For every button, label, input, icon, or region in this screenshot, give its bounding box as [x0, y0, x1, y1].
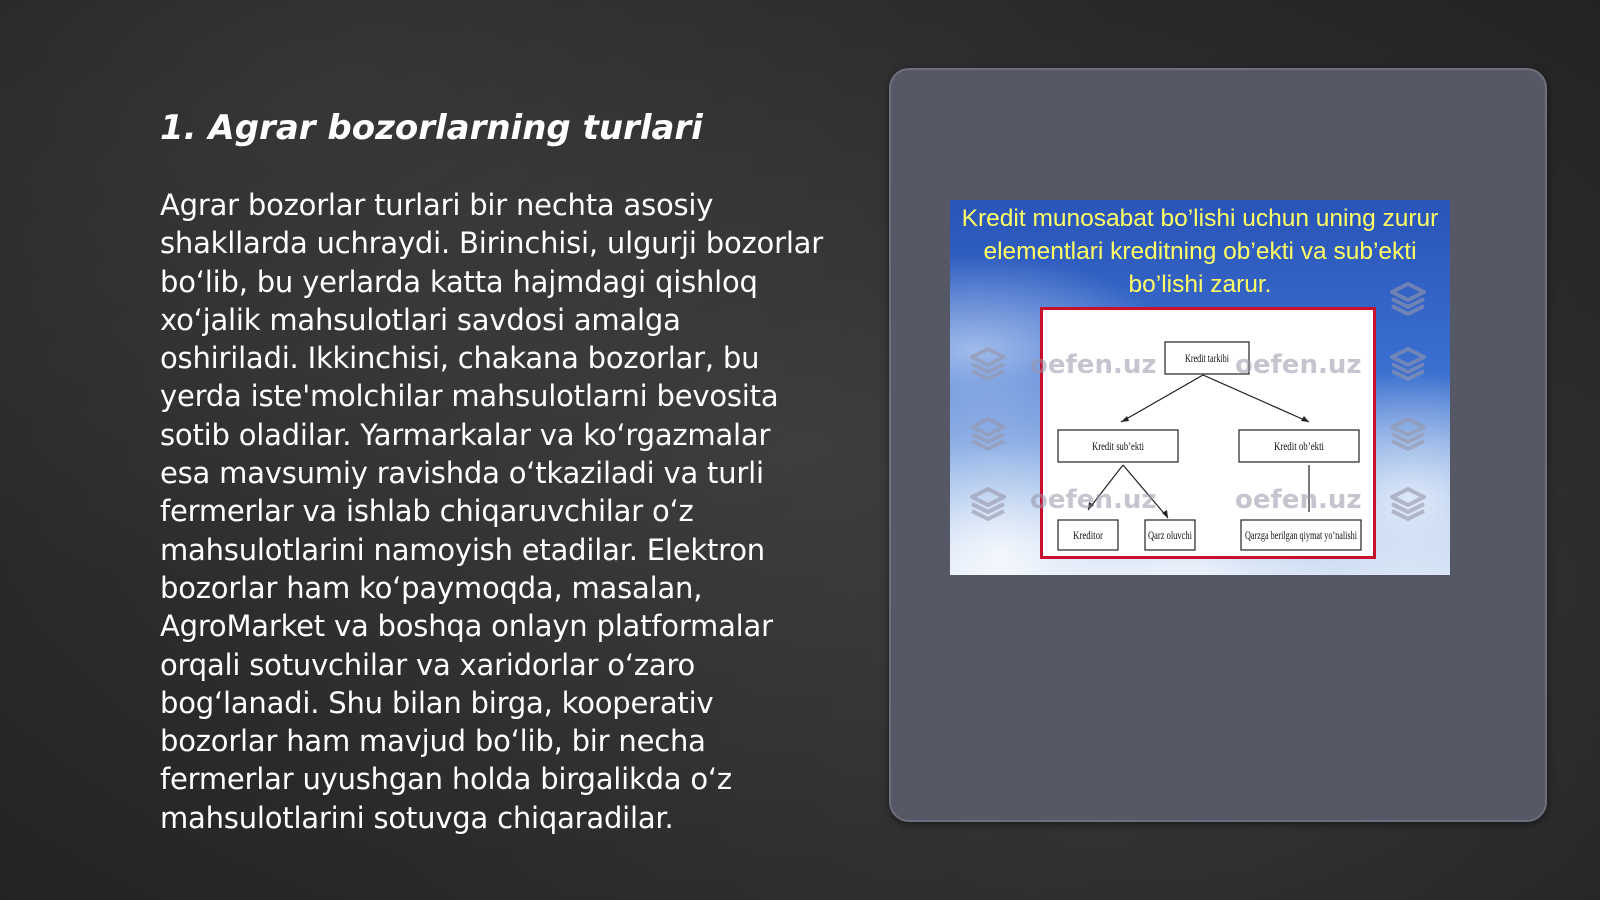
diagram-label-root: Kredit tarkibi [1185, 351, 1230, 365]
diagram-label-right: Kredit ob’ekti [1274, 439, 1325, 453]
watermark-text: oefen.uz [1235, 485, 1362, 515]
watermark-text: oefen.uz [1030, 485, 1157, 515]
diagram-label-left-child-2: Qarz oluvchi [1148, 528, 1193, 542]
diagram-label-right-child: Qarzga berilgan qiymat yo’nalishi [1245, 528, 1358, 542]
watermark-text: oefen.uz [1235, 350, 1362, 380]
watermark-stack-icon [968, 345, 1008, 385]
watermark-text: oefen.uz [1030, 350, 1157, 380]
watermark-stack-icon [968, 485, 1008, 525]
watermark-stack-icon [1388, 415, 1428, 455]
watermark-stack-icon [968, 415, 1008, 455]
watermark-stack-icon [1388, 485, 1428, 525]
diagram-label-left: Kredit sub’ekti [1092, 439, 1145, 453]
picture-caption: Kredit munosabat bo’lishi uchun uning zurur elementlari kreditning ob’ekti va sub’ekti bo’lishi zarur. [961, 205, 1439, 298]
slide-body-text: Agrar bozorlar turlari bir nechta asosiy shakllarda uchraydi. Birinchisi, ulgurji bozorlar bo‘lib, bu yerlarda katta hajmdagi qishloq xo‘jalik mahsulotlari savdosi amalga oshiriladi. Ikkinchisi, chakana bozorlar, bu yerda iste'molchilar mahsulotlarni bevosita sotib oladilar. Yarmarkalar va ko‘rgazmalar esa mavsumiy ravishda o‘tkaziladi va turli fermerlar va ishlab chiqaruvchilar o‘z mahsulotlarini namoyish etadilar. Elektron bozorlar ham ko‘paymoqda, masalan, AgroMarket va boshqa onlayn platformalar orqali sotuvchilar va xaridorlar o‘zaro bog‘lanadi. Shu bilan birga, kooperativ bozorlar ham mavjud bo‘lib, bir necha fermerlar uyushgan holda birgalikda o‘z mahsulotlarini sotuvga chiqaradilar. [160, 188, 823, 835]
credit-diagram [1040, 307, 1376, 559]
slide-title: 1. Agrar bozorlarning turlari [160, 108, 703, 148]
watermark-stack-icon [1388, 345, 1428, 385]
embedded-picture [950, 200, 1450, 575]
diagram-label-left-child-1: Kreditor [1073, 528, 1103, 542]
credit-diagram-svg [1043, 310, 1373, 556]
